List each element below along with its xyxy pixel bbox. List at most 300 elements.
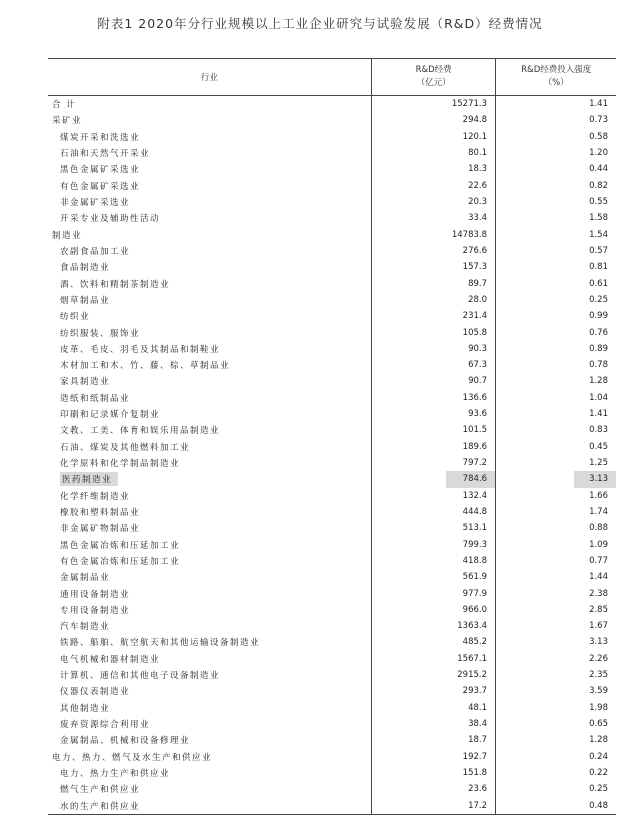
rd-value-cell-text: 1363.4 <box>457 621 487 632</box>
industry-cell <box>48 341 372 357</box>
intensity-cell-text: 0.44 <box>589 164 608 175</box>
industry-cell <box>48 455 372 471</box>
intensity-cell-text: 0.81 <box>589 262 608 273</box>
table-row <box>48 781 616 797</box>
header-rd <box>372 59 497 95</box>
intensity-cell-text: 0.48 <box>589 800 608 811</box>
industry-cell-text: 造纸和纸制品业 <box>60 393 131 404</box>
table-row <box>48 797 616 813</box>
industry-cell-text: 仪器仪表制造业 <box>60 687 131 698</box>
intensity-cell <box>496 749 616 765</box>
table-row <box>48 422 616 438</box>
industry-cell <box>48 357 372 373</box>
intensity-cell-text: 0.25 <box>589 294 608 305</box>
industry-cell-text: 有色金属矿采选业 <box>60 181 141 192</box>
intensity-cell <box>496 227 616 243</box>
intensity-cell <box>496 455 616 471</box>
header-rd-label: R&D经费 <box>415 65 452 75</box>
intensity-cell-text: 0.82 <box>589 180 608 191</box>
table-row <box>48 373 616 389</box>
rd-value-cell-text: 2915.2 <box>457 670 487 681</box>
rd-value-cell <box>372 488 496 504</box>
rd-value-cell <box>372 749 496 765</box>
table-row <box>48 683 616 699</box>
header-industry: 行业 <box>48 59 372 95</box>
industry-cell-text: 电力、热力生产和供应业 <box>60 768 171 779</box>
industry-cell-text: 燃气生产和供应业 <box>60 785 141 796</box>
intensity-cell <box>496 292 616 308</box>
rd-value-cell-text: 14783.8 <box>451 229 487 240</box>
rd-value-cell-text: 105.8 <box>462 327 487 338</box>
intensity-cell-text: 0.77 <box>589 555 608 566</box>
industry-cell-text: 制造业 <box>52 230 83 241</box>
industry-cell-text: 化学原料和化学制品制造业 <box>60 459 181 470</box>
industry-cell <box>48 227 372 243</box>
rd-value-cell-text: 293.7 <box>462 686 487 697</box>
table-row <box>48 553 616 569</box>
rd-value-cell-text: 561.9 <box>462 572 487 583</box>
rd-value-cell-text: 157.3 <box>462 262 487 273</box>
intensity-cell-text: 0.58 <box>589 131 608 142</box>
rd-value-cell-text: 20.3 <box>468 197 487 208</box>
intensity-cell <box>496 194 616 210</box>
rd-value-cell-text: 15271.3 <box>451 99 487 110</box>
intensity-cell <box>496 210 616 226</box>
table-row <box>48 700 616 716</box>
rd-value-cell-text: 38.4 <box>468 719 487 730</box>
industry-cell <box>48 765 372 781</box>
industry-cell-text: 通用设备制造业 <box>60 589 131 600</box>
intensity-cell-text: 1.20 <box>589 148 608 159</box>
rd-value-cell <box>372 651 496 667</box>
intensity-cell-text: 0.88 <box>589 523 608 534</box>
rd-value-cell <box>372 129 496 145</box>
rd-value-cell <box>372 324 496 340</box>
rd-value-cell <box>372 732 496 748</box>
intensity-cell-text: 1.74 <box>589 506 608 517</box>
industry-cell-text: 黑色金属矿采选业 <box>60 165 141 176</box>
industry-cell <box>48 781 372 797</box>
table-row <box>48 455 616 471</box>
rd-value-cell-text: 966.0 <box>462 604 487 615</box>
rd-value-cell-text: 799.3 <box>462 539 487 550</box>
rd-value-cell-text: 101.5 <box>462 425 487 436</box>
intensity-cell-text: 1.28 <box>589 735 608 746</box>
industry-cell <box>48 553 372 569</box>
table-row <box>48 145 616 161</box>
industry-cell <box>48 439 372 455</box>
rd-value-cell-text: 120.1 <box>462 131 487 142</box>
intensity-cell <box>496 145 616 161</box>
industry-cell <box>48 145 372 161</box>
rd-value-cell <box>372 520 496 536</box>
industry-cell-text: 黑色金属冶炼和压延加工业 <box>60 540 181 551</box>
intensity-cell <box>496 618 616 634</box>
rd-value-cell <box>372 178 496 194</box>
intensity-cell-text: 0.65 <box>589 719 608 730</box>
rd-value-cell-text: 444.8 <box>462 506 487 517</box>
header-intensity-label: R&D经费投入强度 <box>521 65 592 75</box>
intensity-cell-text: 0.55 <box>589 197 608 208</box>
rd-value-cell <box>372 357 496 373</box>
page-title: 附表1 2020年分行业规模以上工业企业研究与试验发展（R&D）经费情况 <box>97 16 543 31</box>
rd-value-cell <box>372 455 496 471</box>
intensity-cell-text: 0.89 <box>589 343 608 354</box>
intensity-cell <box>496 275 616 291</box>
industry-cell <box>48 275 372 291</box>
table-row <box>48 716 616 732</box>
industry-cell <box>48 129 372 145</box>
header-rd-unit: （亿元） <box>416 78 451 88</box>
industry-cell-text: 烟草制品业 <box>60 295 111 306</box>
table-row <box>48 749 616 765</box>
rd-value-cell-text: 67.3 <box>468 360 487 371</box>
industry-cell <box>48 161 372 177</box>
intensity-cell <box>496 406 616 422</box>
rd-value-cell <box>372 634 496 650</box>
intensity-cell-text: 0.61 <box>589 278 608 289</box>
table-row <box>48 178 616 194</box>
rd-value-cell-text: 1567.1 <box>457 653 487 664</box>
intensity-cell-text: 1.41 <box>589 409 608 420</box>
intensity-cell-text: 1.41 <box>589 99 608 110</box>
rd-value-cell-text: 93.6 <box>468 409 487 420</box>
industry-cell <box>48 732 372 748</box>
intensity-cell-text: 1.54 <box>589 229 608 240</box>
industry-cell-text: 金属制品、机械和设备修理业 <box>60 736 191 747</box>
industry-cell-text: 化学纤维制造业 <box>60 491 131 502</box>
industry-cell <box>48 716 372 732</box>
intensity-cell <box>496 634 616 650</box>
rd-value-cell-text: 231.4 <box>462 311 487 322</box>
rd-value-cell <box>372 667 496 683</box>
rd-value-cell <box>372 161 496 177</box>
industry-cell <box>48 96 372 112</box>
table-row <box>48 488 616 504</box>
rd-value-cell-text: 189.6 <box>462 441 487 452</box>
rd-table <box>48 58 616 815</box>
intensity-cell-text: 1.58 <box>589 213 608 224</box>
table-row <box>48 390 616 406</box>
rd-value-cell-text: 90.3 <box>468 343 487 354</box>
industry-cell <box>48 210 372 226</box>
rd-value-cell <box>372 700 496 716</box>
industry-cell-text: 电气机械和器材制造业 <box>60 654 161 665</box>
industry-cell <box>48 373 372 389</box>
intensity-cell-text: 0.73 <box>589 115 608 126</box>
industry-cell-text: 木材加工和木、竹、藤、棕、草制品业 <box>60 361 231 372</box>
intensity-cell-text: 1.44 <box>589 572 608 583</box>
rd-value-cell <box>372 536 496 552</box>
industry-cell-text: 开采专业及辅助性活动 <box>60 214 161 225</box>
rd-value-cell <box>372 504 496 520</box>
table-row <box>48 504 616 520</box>
rd-value-cell <box>372 406 496 422</box>
intensity-cell-text: 0.57 <box>589 245 608 256</box>
intensity-cell <box>496 732 616 748</box>
industry-cell-text: 纺织业 <box>60 312 91 323</box>
table-body <box>48 96 616 814</box>
intensity-cell-text: 2.85 <box>589 604 608 615</box>
intensity-cell <box>496 781 616 797</box>
rd-value-cell <box>372 618 496 634</box>
intensity-cell <box>496 324 616 340</box>
industry-cell <box>48 700 372 716</box>
rd-value-cell-text: 89.7 <box>468 278 487 289</box>
rd-value-cell <box>372 781 496 797</box>
intensity-cell <box>496 536 616 552</box>
rd-value-cell-text: 33.4 <box>468 213 487 224</box>
rd-value-cell-text: 192.7 <box>462 751 487 762</box>
rd-value-cell <box>372 422 496 438</box>
industry-cell <box>48 390 372 406</box>
rd-value-cell-text: 294.8 <box>462 115 487 126</box>
table-row <box>48 341 616 357</box>
industry-cell <box>48 749 372 765</box>
industry-cell <box>48 471 372 487</box>
table-row <box>48 651 616 667</box>
rd-value-cell-text: 136.6 <box>462 392 487 403</box>
table-row <box>48 439 616 455</box>
intensity-cell <box>496 422 616 438</box>
intensity-cell-text: 2.38 <box>589 588 608 599</box>
industry-cell <box>48 178 372 194</box>
intensity-cell <box>496 585 616 601</box>
intensity-cell <box>496 373 616 389</box>
industry-cell-text: 有色金属冶炼和压延加工业 <box>60 556 181 567</box>
table-row <box>48 602 616 618</box>
intensity-cell-text: 0.99 <box>589 311 608 322</box>
intensity-cell <box>496 651 616 667</box>
intensity-cell <box>496 439 616 455</box>
industry-cell <box>48 520 372 536</box>
intensity-cell-text: 1.66 <box>589 490 608 501</box>
industry-cell-text: 家具制造业 <box>60 377 111 388</box>
table-row <box>48 243 616 259</box>
intensity-cell <box>496 700 616 716</box>
table-row <box>48 292 616 308</box>
industry-cell-text: 石油和天然气开采业 <box>60 149 151 160</box>
intensity-cell <box>496 471 616 487</box>
industry-cell <box>48 569 372 585</box>
industry-cell <box>48 422 372 438</box>
intensity-cell <box>496 797 616 813</box>
rd-value-cell <box>372 569 496 585</box>
table-row <box>48 569 616 585</box>
industry-cell-text: 皮革、毛皮、羽毛及其制品和制鞋业 <box>60 344 221 355</box>
rd-value-cell-text: 485.2 <box>462 637 487 648</box>
intensity-cell <box>496 357 616 373</box>
intensity-cell <box>496 129 616 145</box>
rd-value-cell <box>372 243 496 259</box>
industry-cell-text: 金属制品业 <box>60 573 111 584</box>
industry-cell <box>48 194 372 210</box>
rd-value-cell <box>372 373 496 389</box>
intensity-cell-text: 0.25 <box>589 784 608 795</box>
intensity-cell-text: 1.09 <box>589 539 608 550</box>
table-row <box>48 406 616 422</box>
table-row <box>48 536 616 552</box>
intensity-cell-text: 2.35 <box>589 670 608 681</box>
rd-value-cell-text: 977.9 <box>462 588 487 599</box>
table-row <box>48 275 616 291</box>
industry-cell <box>48 585 372 601</box>
table-row <box>48 210 616 226</box>
table-row <box>48 96 616 112</box>
industry-cell-text: 石油、煤炭及其他燃料加工业 <box>60 442 191 453</box>
table-row <box>48 667 616 683</box>
intensity-cell <box>496 178 616 194</box>
industry-cell <box>48 797 372 813</box>
rd-value-cell <box>372 439 496 455</box>
industry-cell-text: 酒、饮料和精制茶制造业 <box>60 279 171 290</box>
rd-value-cell-text: 18.3 <box>468 164 487 175</box>
table-row <box>48 324 616 340</box>
rd-value-cell-text: 18.7 <box>468 735 487 746</box>
table-row <box>48 585 616 601</box>
industry-cell <box>48 488 372 504</box>
industry-cell-text: 非金属矿采选业 <box>60 198 131 209</box>
intensity-cell-text: 1.28 <box>589 376 608 387</box>
table-row <box>48 471 616 487</box>
table-row <box>48 194 616 210</box>
rd-value-cell <box>372 112 496 128</box>
industry-cell-text: 橡胶和塑料制品业 <box>60 507 141 518</box>
industry-cell-text: 汽车制造业 <box>60 622 111 633</box>
industry-cell-text: 纺织服装、服饰业 <box>60 328 141 339</box>
industry-cell <box>48 243 372 259</box>
rd-value-cell <box>372 275 496 291</box>
industry-cell-text: 铁路、船舶、航空航天和其他运输设备制造业 <box>60 638 261 649</box>
rd-value-cell-text: 80.1 <box>468 148 487 159</box>
intensity-cell <box>496 569 616 585</box>
intensity-cell-text: 0.83 <box>589 425 608 436</box>
industry-cell <box>48 504 372 520</box>
industry-cell-text: 合 计 <box>52 100 77 111</box>
table-header <box>48 59 616 96</box>
intensity-cell <box>496 488 616 504</box>
intensity-cell <box>496 243 616 259</box>
table-row <box>48 129 616 145</box>
intensity-cell <box>496 667 616 683</box>
table-row <box>48 634 616 650</box>
industry-cell-text: 煤炭开采和洗选业 <box>60 132 141 143</box>
table-row <box>48 732 616 748</box>
rd-value-cell <box>372 585 496 601</box>
rd-value-cell <box>372 259 496 275</box>
rd-value-cell-text: 513.1 <box>462 523 487 534</box>
table-row <box>48 112 616 128</box>
rd-value-cell <box>372 683 496 699</box>
intensity-cell <box>496 259 616 275</box>
industry-cell <box>48 324 372 340</box>
rd-value-cell <box>372 716 496 732</box>
industry-cell <box>48 634 372 650</box>
industry-cell <box>48 406 372 422</box>
intensity-cell <box>496 112 616 128</box>
intensity-cell-text: 3.13 <box>589 637 608 648</box>
industry-cell <box>48 308 372 324</box>
industry-cell-text: 食品制造业 <box>60 263 111 274</box>
rd-value-cell <box>372 553 496 569</box>
table-row <box>48 765 616 781</box>
rd-value-cell-text: 418.8 <box>462 555 487 566</box>
intensity-cell-text: 3.59 <box>589 686 608 697</box>
table-row <box>48 357 616 373</box>
header-intensity <box>496 59 616 95</box>
rd-value-cell <box>372 145 496 161</box>
table-row <box>48 227 616 243</box>
intensity-cell <box>496 341 616 357</box>
intensity-cell <box>496 161 616 177</box>
industry-cell <box>48 112 372 128</box>
industry-cell-text: 医药制造业 <box>60 472 118 486</box>
table-row <box>48 308 616 324</box>
intensity-cell-text: 1.98 <box>589 702 608 713</box>
industry-cell-text: 文教、工美、体育和娱乐用品制造业 <box>60 426 221 437</box>
rd-value-cell <box>372 227 496 243</box>
rd-value-cell-text: 48.1 <box>468 702 487 713</box>
rd-value-cell-text: 797.2 <box>462 458 487 469</box>
industry-cell-text: 专用设备制造业 <box>60 605 131 616</box>
industry-cell-text: 计算机、通信和其他电子设备制造业 <box>60 671 221 682</box>
industry-cell <box>48 667 372 683</box>
rd-value-cell <box>372 194 496 210</box>
table-row <box>48 259 616 275</box>
intensity-cell <box>496 520 616 536</box>
rd-value-cell <box>372 308 496 324</box>
rd-value-cell-text: 784.6 <box>462 474 487 485</box>
header-intensity-unit: （%） <box>543 78 569 88</box>
intensity-cell-text: 0.45 <box>589 441 608 452</box>
industry-cell-text: 废弃资源综合利用业 <box>60 720 151 731</box>
intensity-cell <box>496 308 616 324</box>
industry-cell <box>48 259 372 275</box>
rd-value-cell-text: 276.6 <box>462 245 487 256</box>
industry-cell-text: 其他制造业 <box>60 703 111 714</box>
intensity-cell-text: 0.76 <box>589 327 608 338</box>
industry-cell-text: 采矿业 <box>52 116 83 127</box>
intensity-cell <box>496 553 616 569</box>
rd-value-cell <box>372 471 496 487</box>
industry-cell-text: 水的生产和供应业 <box>60 801 141 812</box>
table-row <box>48 161 616 177</box>
intensity-cell-text: 3.13 <box>589 474 608 485</box>
industry-cell-text: 电力、热力、燃气及水生产和供应业 <box>52 752 213 763</box>
rd-value-cell <box>372 292 496 308</box>
rd-value-cell <box>372 602 496 618</box>
intensity-cell-text: 0.22 <box>589 767 608 778</box>
rd-value-cell-text: 22.6 <box>468 180 487 191</box>
rd-value-cell <box>372 210 496 226</box>
rd-value-cell-text: 28.0 <box>468 294 487 305</box>
intensity-cell <box>496 96 616 112</box>
intensity-cell <box>496 716 616 732</box>
rd-value-cell-text: 17.2 <box>468 800 487 811</box>
intensity-cell <box>496 765 616 781</box>
intensity-cell-text: 1.25 <box>589 458 608 469</box>
intensity-cell-text: 1.04 <box>589 392 608 403</box>
industry-cell <box>48 602 372 618</box>
industry-cell-text: 非金属矿物制品业 <box>60 524 141 535</box>
intensity-cell-text: 2.26 <box>589 653 608 664</box>
table-row <box>48 618 616 634</box>
table-row <box>48 520 616 536</box>
industry-cell <box>48 536 372 552</box>
industry-cell <box>48 618 372 634</box>
intensity-cell-text: 0.24 <box>589 751 608 762</box>
industry-cell <box>48 683 372 699</box>
